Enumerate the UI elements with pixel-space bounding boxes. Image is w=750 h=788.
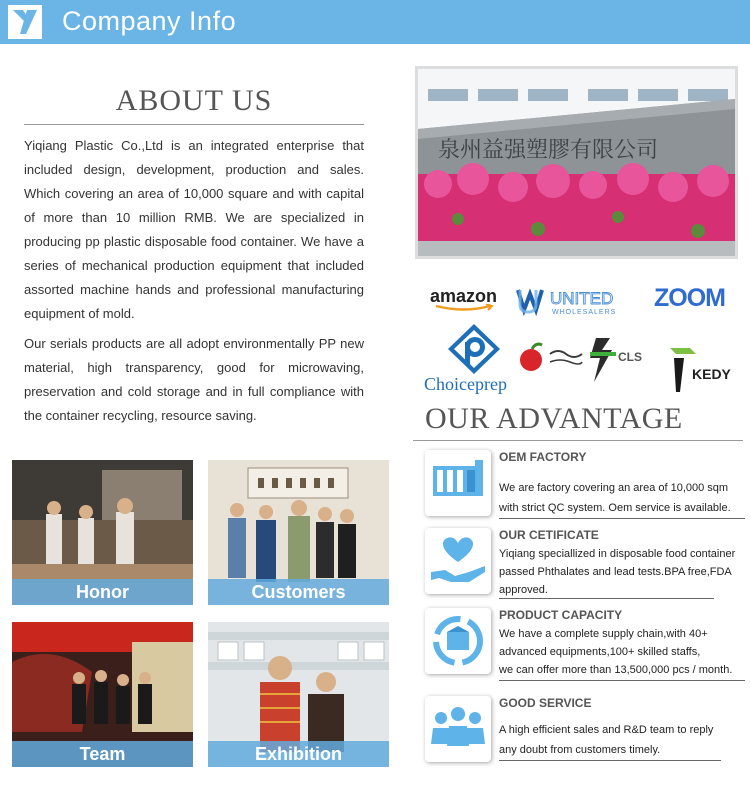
tile-exhibition[interactable] [208, 622, 389, 767]
about-paragraph-2: Our serials products are all adopt environmentally PP new material, high transparency, good for microwaving, preservation and cold storage and in full compliance with the container recycling, resource saving. [24, 336, 364, 423]
advantage-heading: GOOD SERVICE [499, 696, 592, 710]
advantage-line: approved. [499, 584, 548, 596]
tile-team[interactable] [12, 622, 193, 767]
arabic-store-logo [546, 344, 586, 370]
tile-label: Honor [12, 579, 193, 605]
tile-honor[interactable] [12, 460, 193, 605]
choiceprep-p-icon [446, 322, 502, 376]
advantage-line: any doubt from customers timely. [499, 744, 661, 756]
header-bar [0, 0, 750, 44]
advantage-underline [499, 598, 714, 599]
hand-heart-icon [425, 528, 491, 594]
amazon-logo: amazon [430, 286, 497, 312]
kedy-logo-text: KEDY [692, 366, 731, 382]
advantage-line: We are factory covering an area of 10,000 sqm [499, 482, 729, 494]
advantage-title: OUR ADVANTAGE [425, 402, 683, 435]
about-title: ABOUT US [115, 84, 273, 117]
advantage-line: passed Phthalates and lead tests.BPA free,FDA [499, 566, 732, 578]
advantage-heading: OUR CETIFICATE [499, 528, 599, 542]
advantage-line: advanced equipments,100+ skilled staffs, [499, 646, 701, 658]
cls-logo-text: CLS [618, 350, 642, 364]
capacity-cycle-icon [425, 608, 491, 674]
team-people-icon [425, 696, 491, 762]
advantage-line: we can offer more than 13,500,000 pcs / month. [499, 664, 733, 676]
advantage-underline [499, 760, 721, 761]
tile-customers[interactable] [208, 460, 389, 605]
advantage-heading: PRODUCT CAPACITY [499, 608, 623, 622]
advantage-underline [499, 518, 745, 519]
factory-photo [415, 66, 738, 259]
advantage-line: with strict QC system. Oem service is available. [499, 502, 731, 514]
about-divider [24, 124, 364, 125]
company-logo-icon [8, 5, 42, 39]
advantage-divider [413, 440, 743, 441]
united-wholesalers-logo [516, 286, 650, 325]
advantage-line: We have a complete supply chain,with 40+ [499, 628, 708, 640]
advantage-line: Yiqiang speciallized in disposable food container [499, 548, 736, 560]
factory-icon [425, 450, 491, 516]
factory-sign-text: 泉州益强塑膠有限公司 [438, 138, 659, 163]
advantage-heading: OEM FACTORY [499, 450, 587, 464]
svg-text:WHOLESALERS: WHOLESALERS [552, 309, 617, 316]
about-paragraph-1: Yiqiang Plastic Co.,Ltd is an integrated enterprise that included design, development, production and sales. Which covering an area of 10,000 square and with capital of more than 10 million RMB. We are specialized in producing pp plastic disposable food container. We have a series of mechanical production equipment that included assorted machine hands and professional manufacturing equipment of mold. [24, 138, 364, 321]
advantage-line: A high efficient sales and R&D team to reply [499, 724, 714, 736]
zoom-logo: ZOOM [654, 284, 725, 312]
cls-logo-icon [588, 336, 618, 384]
choiceprep-logo-text: Choiceprep [424, 374, 507, 394]
tile-label: Customers [208, 579, 389, 605]
svg-text:UNITED: UNITED [550, 289, 614, 308]
advantage-underline [499, 680, 745, 681]
tile-label: Exhibition [208, 741, 389, 767]
header-title: Company Info [62, 6, 237, 36]
tile-label: Team [12, 741, 193, 767]
